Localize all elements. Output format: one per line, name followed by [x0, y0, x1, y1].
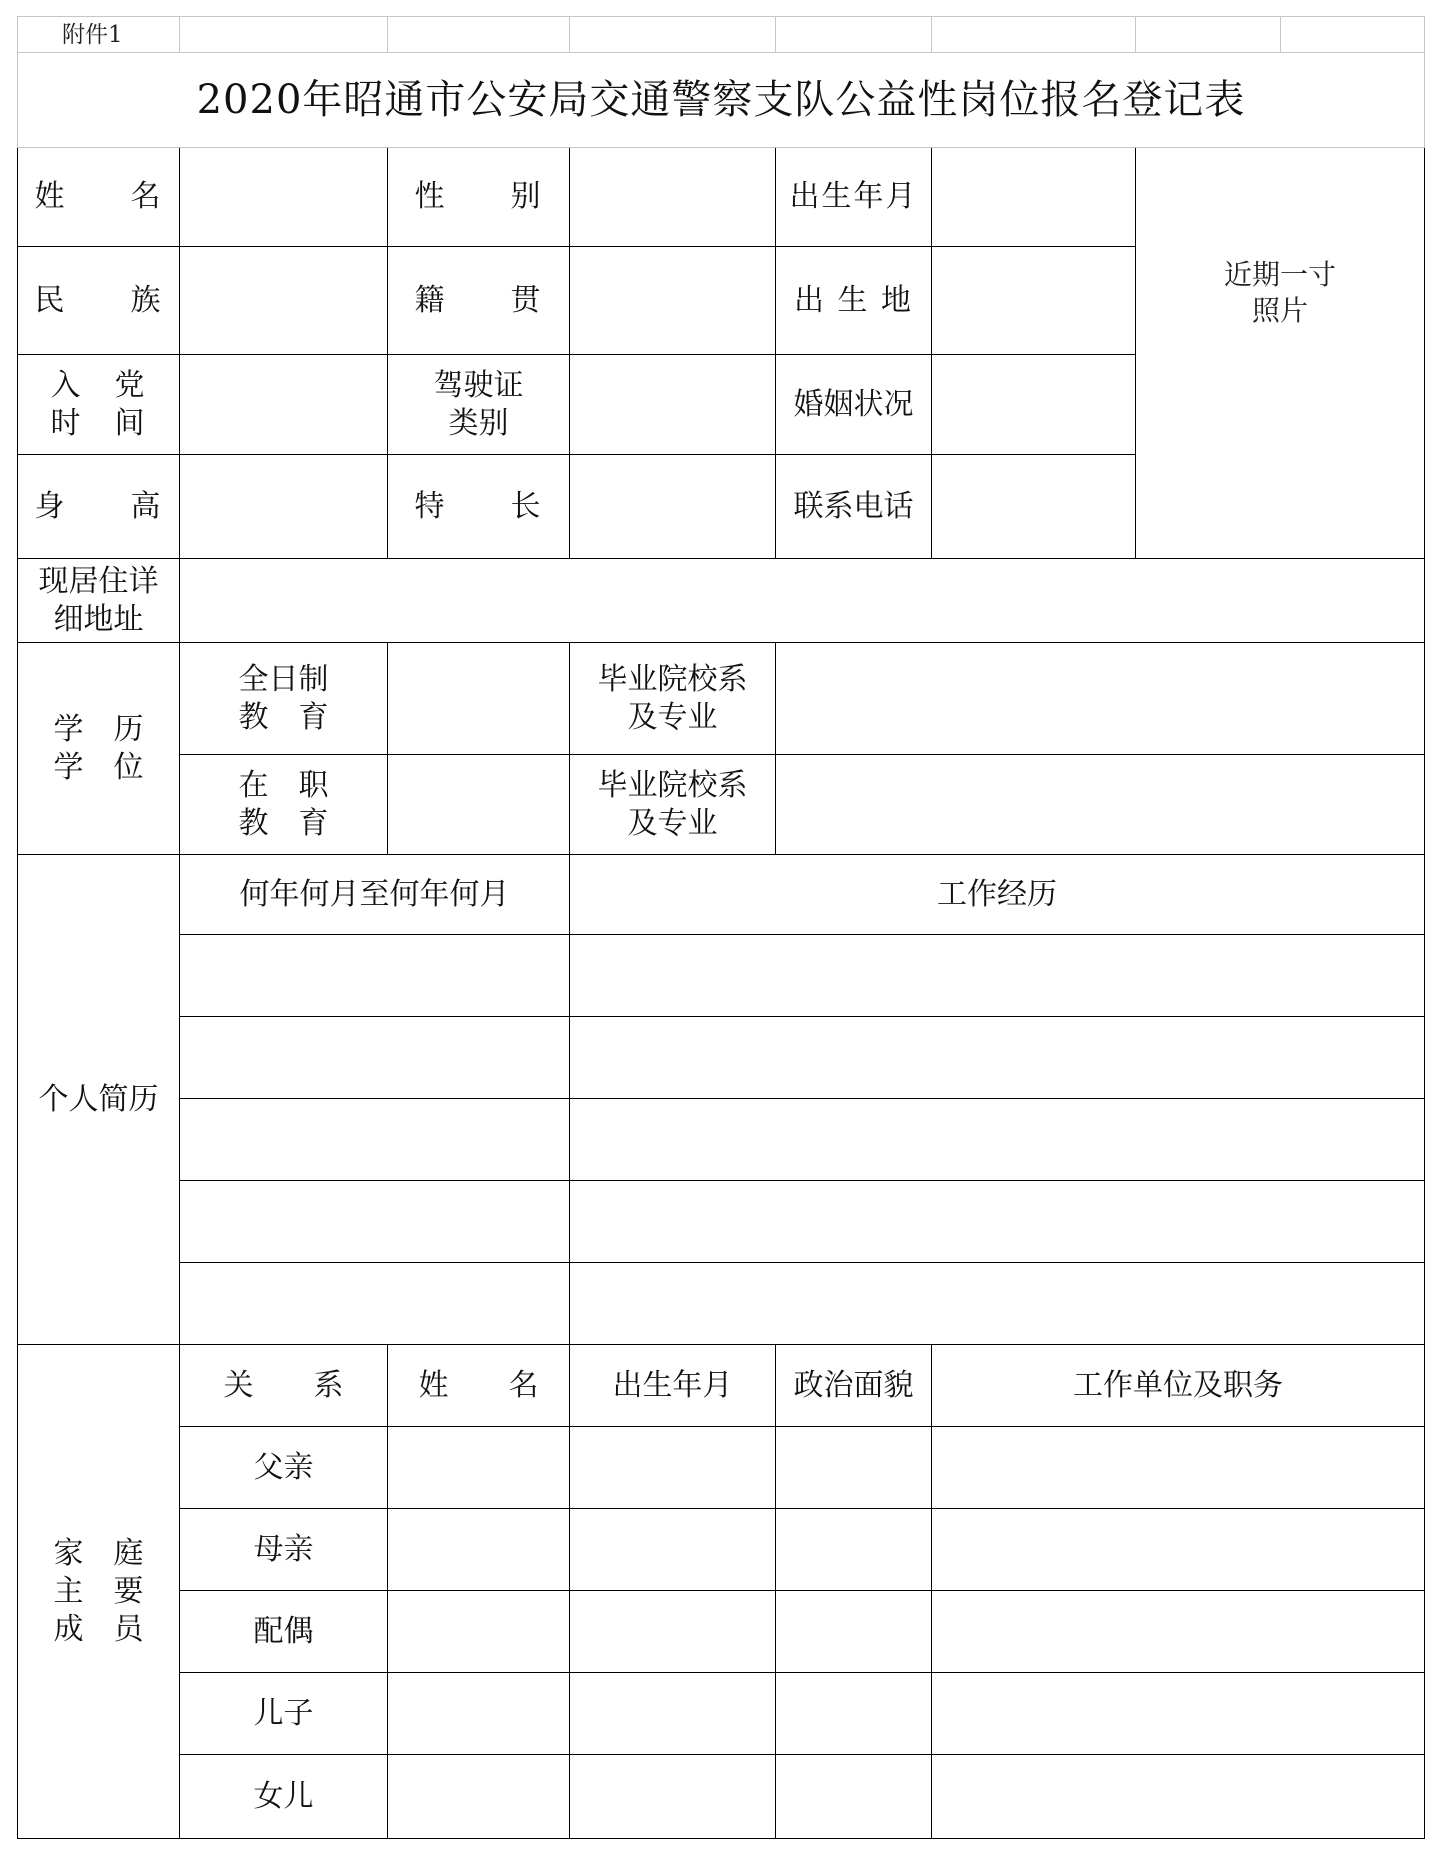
family-work-cell[interactable] — [932, 1755, 1425, 1839]
resume-period-cell[interactable] — [180, 935, 570, 1017]
photo-box[interactable] — [1136, 148, 1425, 559]
family-row-mother — [18, 1509, 1425, 1591]
birthplace-value[interactable] — [932, 247, 1136, 355]
family-political-cell[interactable] — [776, 1673, 932, 1755]
family-group-label: 家 庭 主 要 成 员 — [18, 1345, 180, 1839]
form-title: 2020年昭通市公安局交通警察支队公益性岗位报名登记表 — [18, 53, 1425, 148]
fulltime-school-label: 毕业院校系 及专业 — [570, 643, 776, 755]
fulltime-school-value[interactable] — [776, 643, 1425, 755]
specialty-value[interactable] — [570, 455, 776, 559]
family-relation-son: 儿子 — [180, 1673, 388, 1755]
family-relation-mother: 母亲 — [180, 1509, 388, 1591]
resume-row — [18, 935, 1425, 1017]
native-place-label: 籍 贯 — [388, 247, 570, 355]
address-label: 现居住详 细地址 — [18, 559, 180, 643]
birth-label: 出生年月 — [776, 148, 932, 247]
specialty-label: 特 长 — [388, 455, 570, 559]
resume-work-cell[interactable] — [570, 1263, 1425, 1345]
height-label: 身 高 — [18, 455, 180, 559]
family-birth-cell[interactable] — [570, 1673, 776, 1755]
resume-header-row — [18, 855, 1425, 935]
phone-value[interactable] — [932, 455, 1136, 559]
family-birth-cell[interactable] — [570, 1509, 776, 1591]
name-value[interactable] — [180, 148, 388, 247]
resume-period-cell[interactable] — [180, 1017, 570, 1099]
marital-status-value[interactable] — [932, 355, 1136, 455]
resume-group-label: 个人简历 — [18, 855, 180, 1345]
resume-row — [18, 1017, 1425, 1099]
attachment-row — [18, 17, 1425, 53]
onjob-education-label: 在 职 教 育 — [180, 755, 388, 855]
onjob-school-label: 毕业院校系 及专业 — [570, 755, 776, 855]
family-birth-cell[interactable] — [570, 1591, 776, 1673]
education-group-label: 学 历 学 位 — [18, 643, 180, 855]
resume-period-cell[interactable] — [180, 1099, 570, 1181]
family-political-cell[interactable] — [776, 1591, 932, 1673]
family-name-cell[interactable] — [388, 1673, 570, 1755]
birth-value[interactable] — [932, 148, 1136, 247]
family-birth-cell[interactable] — [570, 1755, 776, 1839]
family-work-header: 工作单位及职务 — [932, 1345, 1425, 1427]
family-political-cell[interactable] — [776, 1509, 932, 1591]
family-relation-spouse: 配偶 — [180, 1591, 388, 1673]
registration-form — [17, 16, 1425, 1839]
native-place-value[interactable] — [570, 247, 776, 355]
ethnicity-label: 民 族 — [18, 247, 180, 355]
birthplace-label: 出 生 地 — [776, 247, 932, 355]
resume-period-header: 何年何月至何年何月 — [180, 855, 570, 935]
family-name-header: 姓 名 — [388, 1345, 570, 1427]
party-time-value[interactable] — [180, 355, 388, 455]
marital-status-label: 婚姻状况 — [776, 355, 932, 455]
fulltime-education-value[interactable] — [388, 643, 570, 755]
resume-work-cell[interactable] — [570, 935, 1425, 1017]
form-table — [17, 16, 1425, 1839]
ethnicity-value[interactable] — [180, 247, 388, 355]
fulltime-education-label: 全日制 教 育 — [180, 643, 388, 755]
family-name-cell[interactable] — [388, 1755, 570, 1839]
phone-label: 联系电话 — [776, 455, 932, 559]
family-row-son — [18, 1673, 1425, 1755]
address-value[interactable] — [180, 559, 1425, 643]
address-row — [18, 559, 1425, 643]
education-row-onjob — [18, 755, 1425, 855]
family-relation-header: 关 系 — [180, 1345, 388, 1427]
resume-period-cell[interactable] — [180, 1263, 570, 1345]
license-type-value[interactable] — [570, 355, 776, 455]
family-relation-daughter: 女儿 — [180, 1755, 388, 1839]
family-row-daughter — [18, 1755, 1425, 1839]
height-value[interactable] — [180, 455, 388, 559]
family-political-cell[interactable] — [776, 1427, 932, 1509]
resume-work-header: 工作经历 — [570, 855, 1425, 935]
family-relation-father: 父亲 — [180, 1427, 388, 1509]
party-time-label: 入 党 时 间 — [18, 355, 180, 455]
name-label: 姓 名 — [18, 148, 180, 247]
resume-work-cell[interactable] — [570, 1017, 1425, 1099]
resume-row — [18, 1181, 1425, 1263]
resume-row — [18, 1099, 1425, 1181]
family-row-spouse — [18, 1591, 1425, 1673]
family-work-cell[interactable] — [932, 1509, 1425, 1591]
family-name-cell[interactable] — [388, 1427, 570, 1509]
education-row-fulltime — [18, 643, 1425, 755]
resume-work-cell[interactable] — [570, 1099, 1425, 1181]
family-birth-cell[interactable] — [570, 1427, 776, 1509]
title-row — [18, 53, 1425, 148]
gender-value[interactable] — [570, 148, 776, 247]
photo-label-line1: 近期一寸 — [1223, 258, 1336, 291]
photo-label-line2: 照片 — [1251, 294, 1308, 327]
onjob-education-value[interactable] — [388, 755, 570, 855]
family-birth-header: 出生年月 — [570, 1345, 776, 1427]
basic-row-1 — [18, 148, 1425, 247]
family-row-father — [18, 1427, 1425, 1509]
family-name-cell[interactable] — [388, 1591, 570, 1673]
family-work-cell[interactable] — [932, 1427, 1425, 1509]
family-political-cell[interactable] — [776, 1755, 932, 1839]
license-type-label: 驾驶证 类别 — [388, 355, 570, 455]
family-political-header: 政治面貌 — [776, 1345, 932, 1427]
family-work-cell[interactable] — [932, 1591, 1425, 1673]
family-name-cell[interactable] — [388, 1509, 570, 1591]
family-header-row — [18, 1345, 1425, 1427]
onjob-school-value[interactable] — [776, 755, 1425, 855]
resume-period-cell[interactable] — [180, 1181, 570, 1263]
family-work-cell[interactable] — [932, 1673, 1425, 1755]
resume-row — [18, 1263, 1425, 1345]
attachment-label: 附件1 — [18, 17, 180, 53]
gender-label: 性 别 — [388, 148, 570, 247]
resume-work-cell[interactable] — [570, 1181, 1425, 1263]
